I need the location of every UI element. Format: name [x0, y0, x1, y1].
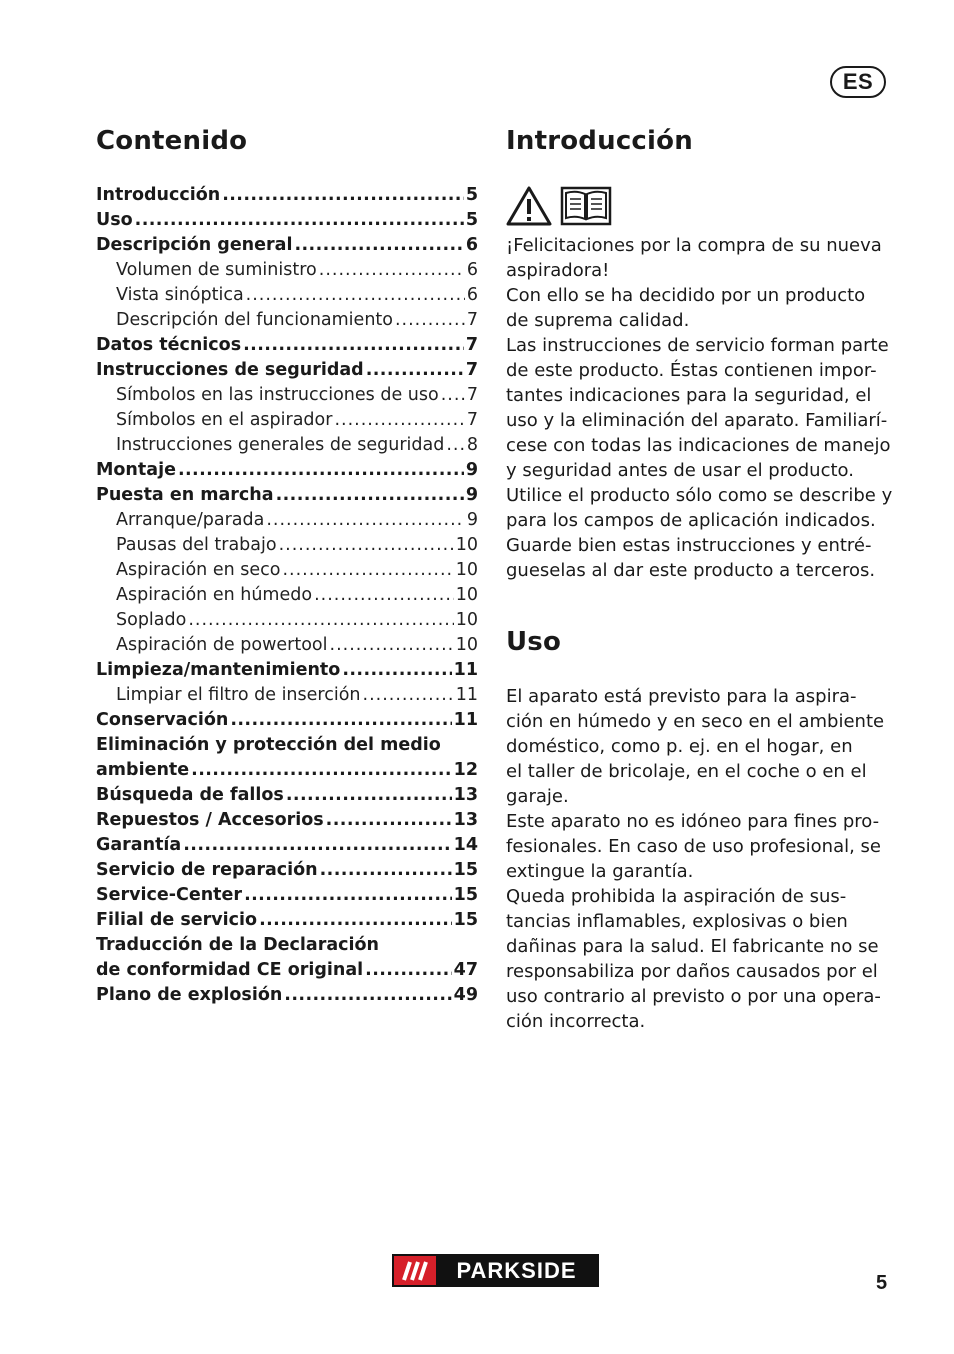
toc-entry-page: 10	[455, 535, 478, 555]
toc-leader-dots	[259, 908, 452, 933]
toc-leader-dots	[294, 233, 463, 258]
toc-leader-dots	[191, 758, 452, 783]
toc-entry	[96, 508, 478, 533]
toc-entry-page: 10	[455, 635, 478, 655]
toc-entry-title: Uso	[96, 210, 133, 230]
toc-entry-title: Filial de servicio	[96, 910, 258, 930]
intro-icons	[506, 185, 612, 227]
toc-entry-title: Aspiración de powertool	[116, 635, 328, 655]
toc-leader-dots	[334, 408, 464, 433]
toc-entry-title: Símbolos en las instrucciones de uso	[116, 385, 439, 405]
text-line: Este aparato no es idóneo para fines pro-	[506, 811, 880, 832]
text-line: El aparato está previsto para la aspira-	[506, 686, 857, 707]
toc-leader-dots	[284, 983, 451, 1008]
toc-leader-dots	[326, 808, 452, 833]
uso-paragraph	[506, 684, 891, 1034]
text-line: tancias inflamables, explosivas o bien	[506, 911, 848, 932]
toc-entry	[96, 608, 478, 633]
toc-leader-dots	[282, 558, 453, 583]
toc-entry	[96, 408, 478, 433]
toc-entry	[96, 758, 478, 783]
toc-leader-dots	[395, 308, 465, 333]
text-line: gueselas al dar este producto a terceros.	[506, 560, 876, 581]
toc-entry	[96, 783, 478, 808]
toc-entry	[96, 658, 478, 683]
toc-entry-page: 8	[466, 435, 478, 455]
toc-leader-dots	[342, 658, 451, 683]
text-line: extingue la garantía.	[506, 861, 694, 882]
text-line: uso y la eliminación del aparato. Familiarí-	[506, 410, 888, 431]
text-line: de suprema calidad.	[506, 310, 690, 331]
toc-leader-dots	[183, 833, 451, 858]
toc-entry-title: Vista sinóptica	[116, 285, 244, 305]
text-line: Guarde bien estas instrucciones y entré-	[506, 535, 872, 556]
toc-entry-title: Service-Center	[96, 885, 243, 905]
toc-entry-title: Limpieza/mantenimiento	[96, 660, 341, 680]
toc-entry	[96, 458, 478, 483]
toc-entry-page: 49	[453, 985, 478, 1005]
language-badge: ES	[830, 66, 886, 98]
text-line: ¡Felicitaciones por la compra de su nueva	[506, 235, 882, 256]
toc-entry	[96, 233, 478, 258]
toc-entry-title: Conservación	[96, 710, 229, 730]
logo-stripes-icon	[394, 1256, 436, 1285]
intro-heading: Introducción	[506, 126, 693, 156]
parkside-logo	[392, 1254, 599, 1287]
toc-entry-page: 5	[465, 210, 478, 230]
toc-entry	[96, 333, 478, 358]
toc-entry-page: 14	[453, 835, 478, 855]
toc-entry-page: 9	[465, 460, 478, 480]
toc-leader-dots	[330, 633, 454, 658]
toc-entry	[96, 433, 478, 458]
toc-entry-title: Servicio de reparación	[96, 860, 318, 880]
toc-entry-page: 6	[466, 285, 478, 305]
text-line: dañinas para la salud. El fabricante no se	[506, 936, 879, 957]
toc-entry-title: Eliminación y protección del medio	[96, 735, 441, 755]
toc-entry	[96, 808, 478, 833]
toc-entry-page: 7	[466, 310, 478, 330]
toc-leader-dots	[246, 283, 465, 308]
toc-leader-dots	[279, 533, 454, 558]
toc-entry-page: 7	[465, 335, 478, 355]
toc-leader-dots	[244, 883, 452, 908]
toc-leader-dots	[266, 508, 465, 533]
text-line: y seguridad antes de usar el producto.	[506, 460, 854, 481]
toc-entry	[96, 558, 478, 583]
toc-entry	[96, 883, 478, 908]
toc-entry-title: Símbolos en el aspirador	[116, 410, 333, 430]
toc-entry-title: Plano de explosión	[96, 985, 283, 1005]
toc-entry	[96, 583, 478, 608]
toc-entry-page: 6	[466, 260, 478, 280]
toc-entry	[96, 933, 478, 958]
toc-entry-page: 13	[453, 810, 478, 830]
open-book-icon	[560, 185, 612, 227]
text-line: ción en húmedo y en seco en el ambiente	[506, 711, 885, 732]
toc-leader-dots	[446, 433, 465, 458]
toc-entry-title: Instrucciones generales de seguridad	[116, 435, 445, 455]
toc-entry-title: Instrucciones de seguridad	[96, 360, 364, 380]
text-line: Utilice el producto sólo como se describe y	[506, 485, 893, 506]
toc-entry-page: 10	[455, 610, 478, 630]
text-line: fesionales. En caso de uso profesional, se	[506, 836, 882, 857]
toc-entry	[96, 183, 478, 208]
toc-entry	[96, 383, 478, 408]
toc-entry-title: Puesta en marcha	[96, 485, 274, 505]
toc-entry-page: 9	[465, 485, 478, 505]
toc-leader-dots	[135, 208, 464, 233]
toc-entry-title: Descripción general	[96, 235, 293, 255]
toc-leader-dots	[243, 333, 464, 358]
toc-leader-dots	[320, 858, 452, 883]
toc-entry-page: 7	[466, 410, 478, 430]
toc-leader-dots	[363, 683, 454, 708]
text-line: cese con todas las indicaciones de manejo	[506, 435, 891, 456]
toc-leader-dots	[366, 358, 464, 383]
warning-triangle-icon	[506, 185, 552, 227]
toc-entry-page: 13	[453, 785, 478, 805]
toc-entry-title: Soplado	[116, 610, 187, 630]
toc-entry-page: 15	[453, 860, 478, 880]
intro-paragraph	[506, 233, 891, 583]
toc-entry-page: 9	[466, 510, 478, 530]
toc-leader-dots	[365, 958, 452, 983]
toc-leader-dots	[178, 458, 464, 483]
text-line: Las instrucciones de servicio forman parte	[506, 335, 889, 356]
toc-entry-title: Búsqueda de fallos	[96, 785, 284, 805]
toc-entry	[96, 983, 478, 1008]
toc-entry-title: Datos técnicos	[96, 335, 242, 355]
text-line: aspiradora!	[506, 260, 610, 281]
page-number: 5	[876, 1272, 888, 1294]
toc-entry	[96, 258, 478, 283]
toc-entry-title: Limpiar el filtro de inserción	[116, 685, 361, 705]
toc-leader-dots	[314, 583, 454, 608]
toc-entry-page: 6	[465, 235, 478, 255]
toc-entry-page: 15	[453, 885, 478, 905]
toc-entry	[96, 708, 478, 733]
toc-entry-page: 12	[453, 760, 478, 780]
text-line: tantes indicaciones para la seguridad, el	[506, 385, 872, 406]
toc-leader-dots	[230, 708, 451, 733]
toc-entry	[96, 358, 478, 383]
toc-entry-page: 11	[455, 685, 478, 705]
toc-entry	[96, 858, 478, 883]
toc-entry	[96, 283, 478, 308]
toc-leader-dots	[441, 383, 465, 408]
toc-entry-page: 11	[453, 660, 478, 680]
toc-heading: Contenido	[96, 126, 248, 156]
toc-leader-dots	[319, 258, 465, 283]
toc-leader-dots	[222, 183, 464, 208]
toc-entry-title: ambiente	[96, 760, 190, 780]
text-line: uso contrario al previsto o por una opera-	[506, 986, 881, 1007]
text-line: el taller de bricolaje, en el coche o en el	[506, 761, 867, 782]
toc-entry	[96, 683, 478, 708]
toc-entry-title: de conformidad CE original	[96, 960, 364, 980]
toc-entry-title: Volumen de suministro	[116, 260, 317, 280]
toc-entry-page: 5	[465, 185, 478, 205]
toc-entry-title: Pausas del trabajo	[116, 535, 277, 555]
text-line: responsabiliza por daños causados por el	[506, 961, 878, 982]
uso-heading: Uso	[506, 627, 562, 657]
toc-entry-page: 47	[453, 960, 478, 980]
toc-entry-page: 7	[465, 360, 478, 380]
toc-entry-title: Arranque/parada	[116, 510, 265, 530]
toc-leader-dots	[286, 783, 452, 808]
toc-leader-dots	[188, 608, 453, 633]
toc-entry-page: 10	[455, 560, 478, 580]
table-of-contents	[96, 183, 478, 1008]
toc-entry-title: Repuestos / Accesorios	[96, 810, 324, 830]
toc-entry-title: Aspiración en seco	[116, 560, 281, 580]
toc-entry-title: Descripción del funcionamiento	[116, 310, 393, 330]
toc-entry	[96, 958, 478, 983]
toc-entry-page: 10	[455, 585, 478, 605]
text-line: de este producto. Éstas contienen impor-	[506, 360, 877, 381]
toc-entry-title: Aspiración en húmedo	[116, 585, 313, 605]
toc-entry-title: Traducción de la Declaración	[96, 935, 380, 955]
text-line: para los campos de aplicación indicados.	[506, 510, 876, 531]
toc-entry	[96, 908, 478, 933]
toc-entry	[96, 733, 478, 758]
toc-entry	[96, 633, 478, 658]
toc-entry-page: 11	[453, 710, 478, 730]
text-line: ción incorrecta.	[506, 1011, 646, 1032]
text-line: doméstico, como p. ej. en el hogar, en	[506, 736, 853, 757]
toc-entry	[96, 208, 478, 233]
text-line: Con ello se ha decidido por un producto	[506, 285, 866, 306]
toc-entry-title: Montaje	[96, 460, 176, 480]
toc-entry	[96, 308, 478, 333]
toc-entry-title: Introducción	[96, 185, 221, 205]
toc-entry-page: 7	[466, 385, 478, 405]
toc-entry	[96, 483, 478, 508]
text-line: Queda prohibida la aspiración de sus-	[506, 886, 847, 907]
brand-name: PARKSIDE	[456, 1257, 577, 1283]
toc-entry	[96, 533, 478, 558]
text-line: garaje.	[506, 786, 569, 807]
toc-entry-page: 15	[453, 910, 478, 930]
toc-leader-dots	[276, 483, 464, 508]
toc-entry-title: Garantía	[96, 835, 182, 855]
toc-entry	[96, 833, 478, 858]
